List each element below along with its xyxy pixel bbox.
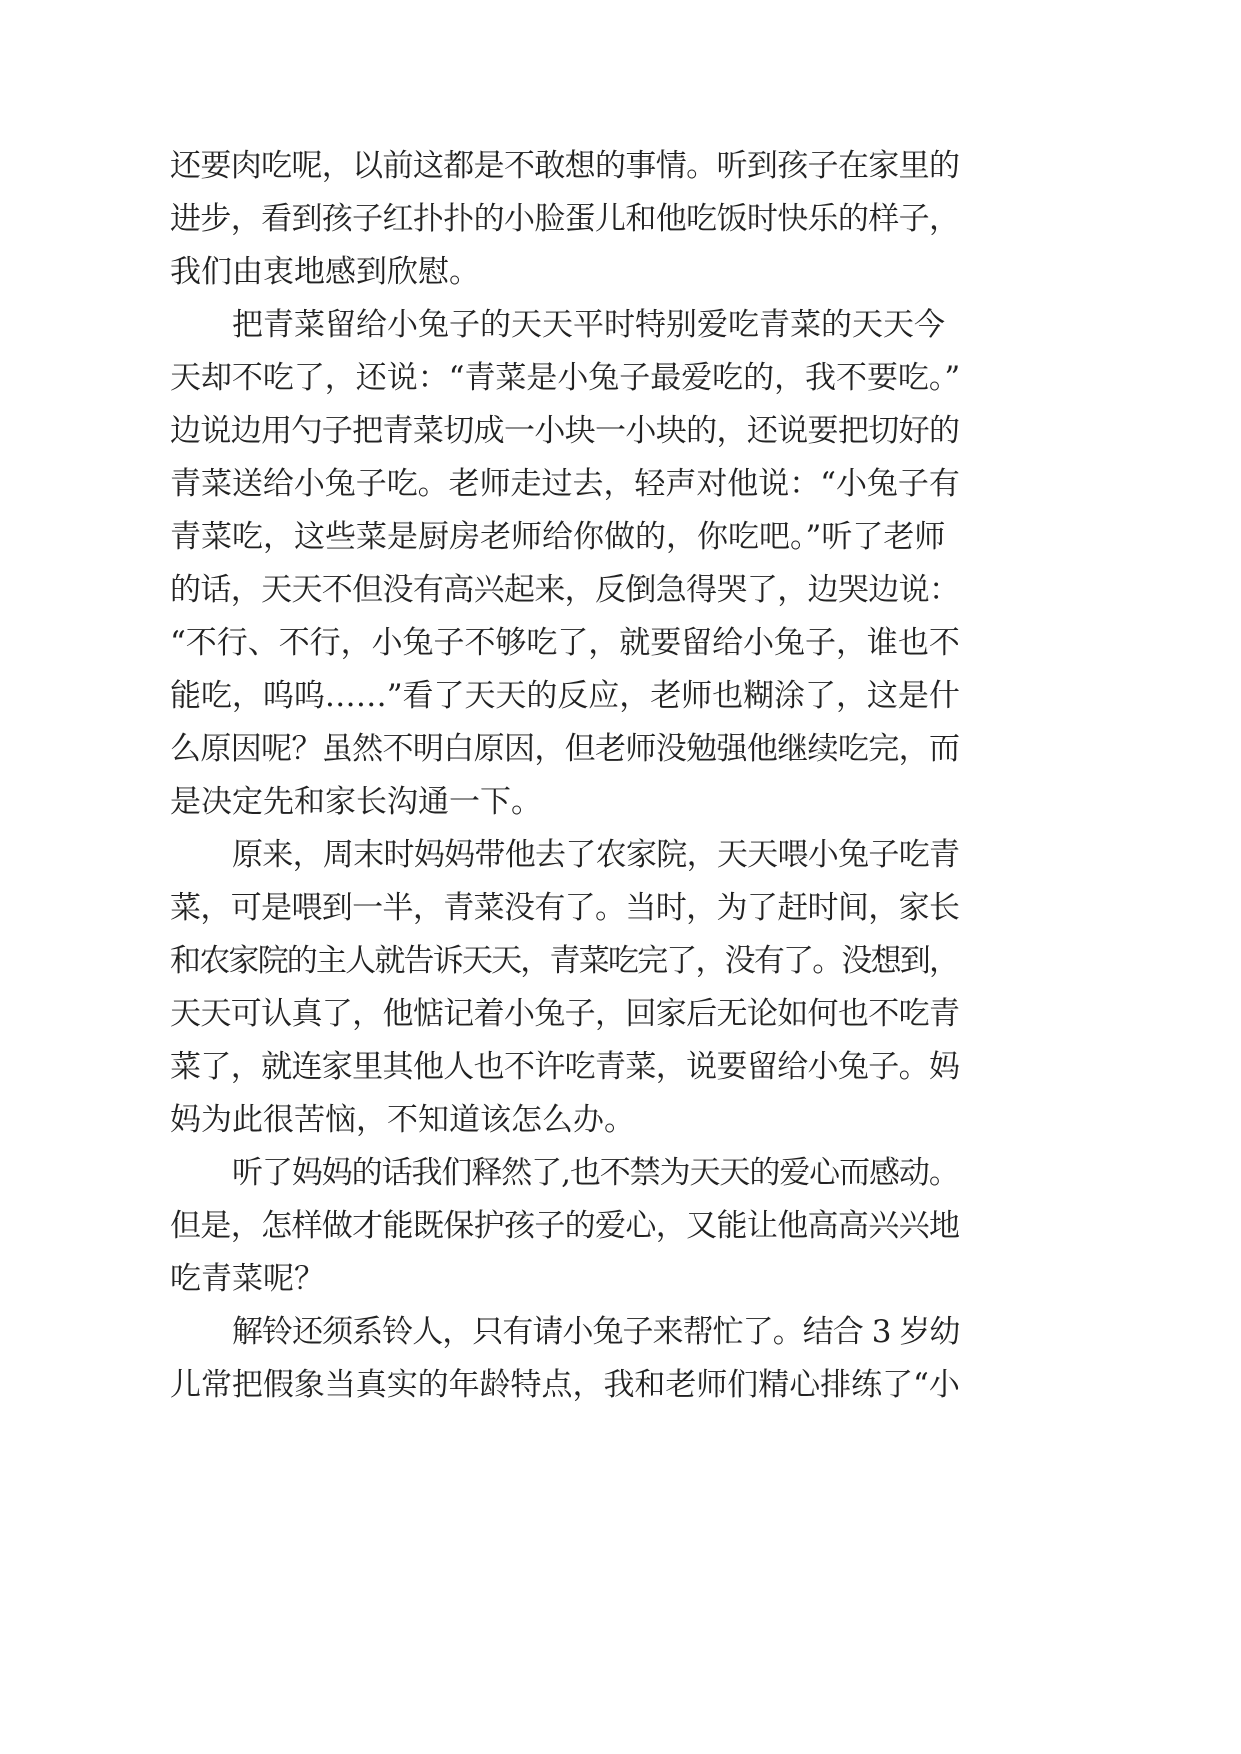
text-line: 的话，天天不但没有高兴起来，反倒急得哭了，边哭边说： [170,572,960,608]
text-line: 菜了，就连家里其他人也不许吃青菜，说要留给小兔子。妈 [170,1049,960,1085]
text-line: 吃青菜呢？ [170,1261,325,1297]
text-line: 儿常把假象当真实的年龄特点，我和老师们精心排练了“小 [170,1367,960,1403]
text-line: 青菜吃，这些菜是厨房老师给你做的，你吃吧。”听了老师 [170,519,946,555]
text-line: 天却不吃了，还说：“青菜是小兔子最爱吃的，我不要吃。” [170,360,961,396]
text-line: 进步，看到孩子红扑扑的小脸蛋儿和他吃饭时快乐的样子， [170,201,960,237]
text-line: 妈为此很苦恼，不知道该怎么办。 [170,1102,635,1138]
text-line: 还要肉吃呢，以前这都是不敢想的事情。听到孩子在家里的 [170,148,960,184]
text-line: 菜，可是喂到一半，青菜没有了。当时，为了赶时间，家长 [170,890,960,926]
text-line: 青菜送给小兔子吃。老师走过去，轻声对他说：“小兔子有 [170,466,960,502]
text-line: 能吃，呜呜……”看了天天的反应，老师也糊涂了，这是什 [170,678,960,714]
text-line: 听了妈妈的话我们释然了,也不禁为天天的爱心而感动。 [232,1155,959,1191]
text-line: 解铃还须系铃人，只有请小兔子来帮忙了。结合 3 岁幼 [232,1314,960,1350]
text-line: 原来，周末时妈妈带他去了农家院，天天喂小兔子吃青 [232,837,960,873]
text-line: “不行、不行，小兔子不够吃了，就要留给小兔子，谁也不 [170,625,960,661]
text-line: 天天可认真了，他惦记着小兔子，回家后无论如何也不吃青 [170,996,960,1032]
text-line: 和农家院的主人就告诉天天，青菜吃完了，没有了。没想到， [170,943,959,979]
text-line: 边说边用勺子把青菜切成一小块一小块的，还说要把切好的 [170,413,960,449]
text-line: 是决定先和家长沟通一下。 [170,784,542,820]
text-line: 么原因呢？虽然不明白原因，但老师没勉强他继续吃完，而 [170,731,960,767]
body-text [170,140,960,1412]
text-line: 把青菜留给小兔子的天天平时特别爱吃青菜的天天今 [232,307,945,343]
text-line: 但是，怎样做才能既保护孩子的爱心，又能让他高高兴兴地 [170,1208,960,1244]
text-line: 我们由衷地感到欣慰。 [170,254,480,290]
